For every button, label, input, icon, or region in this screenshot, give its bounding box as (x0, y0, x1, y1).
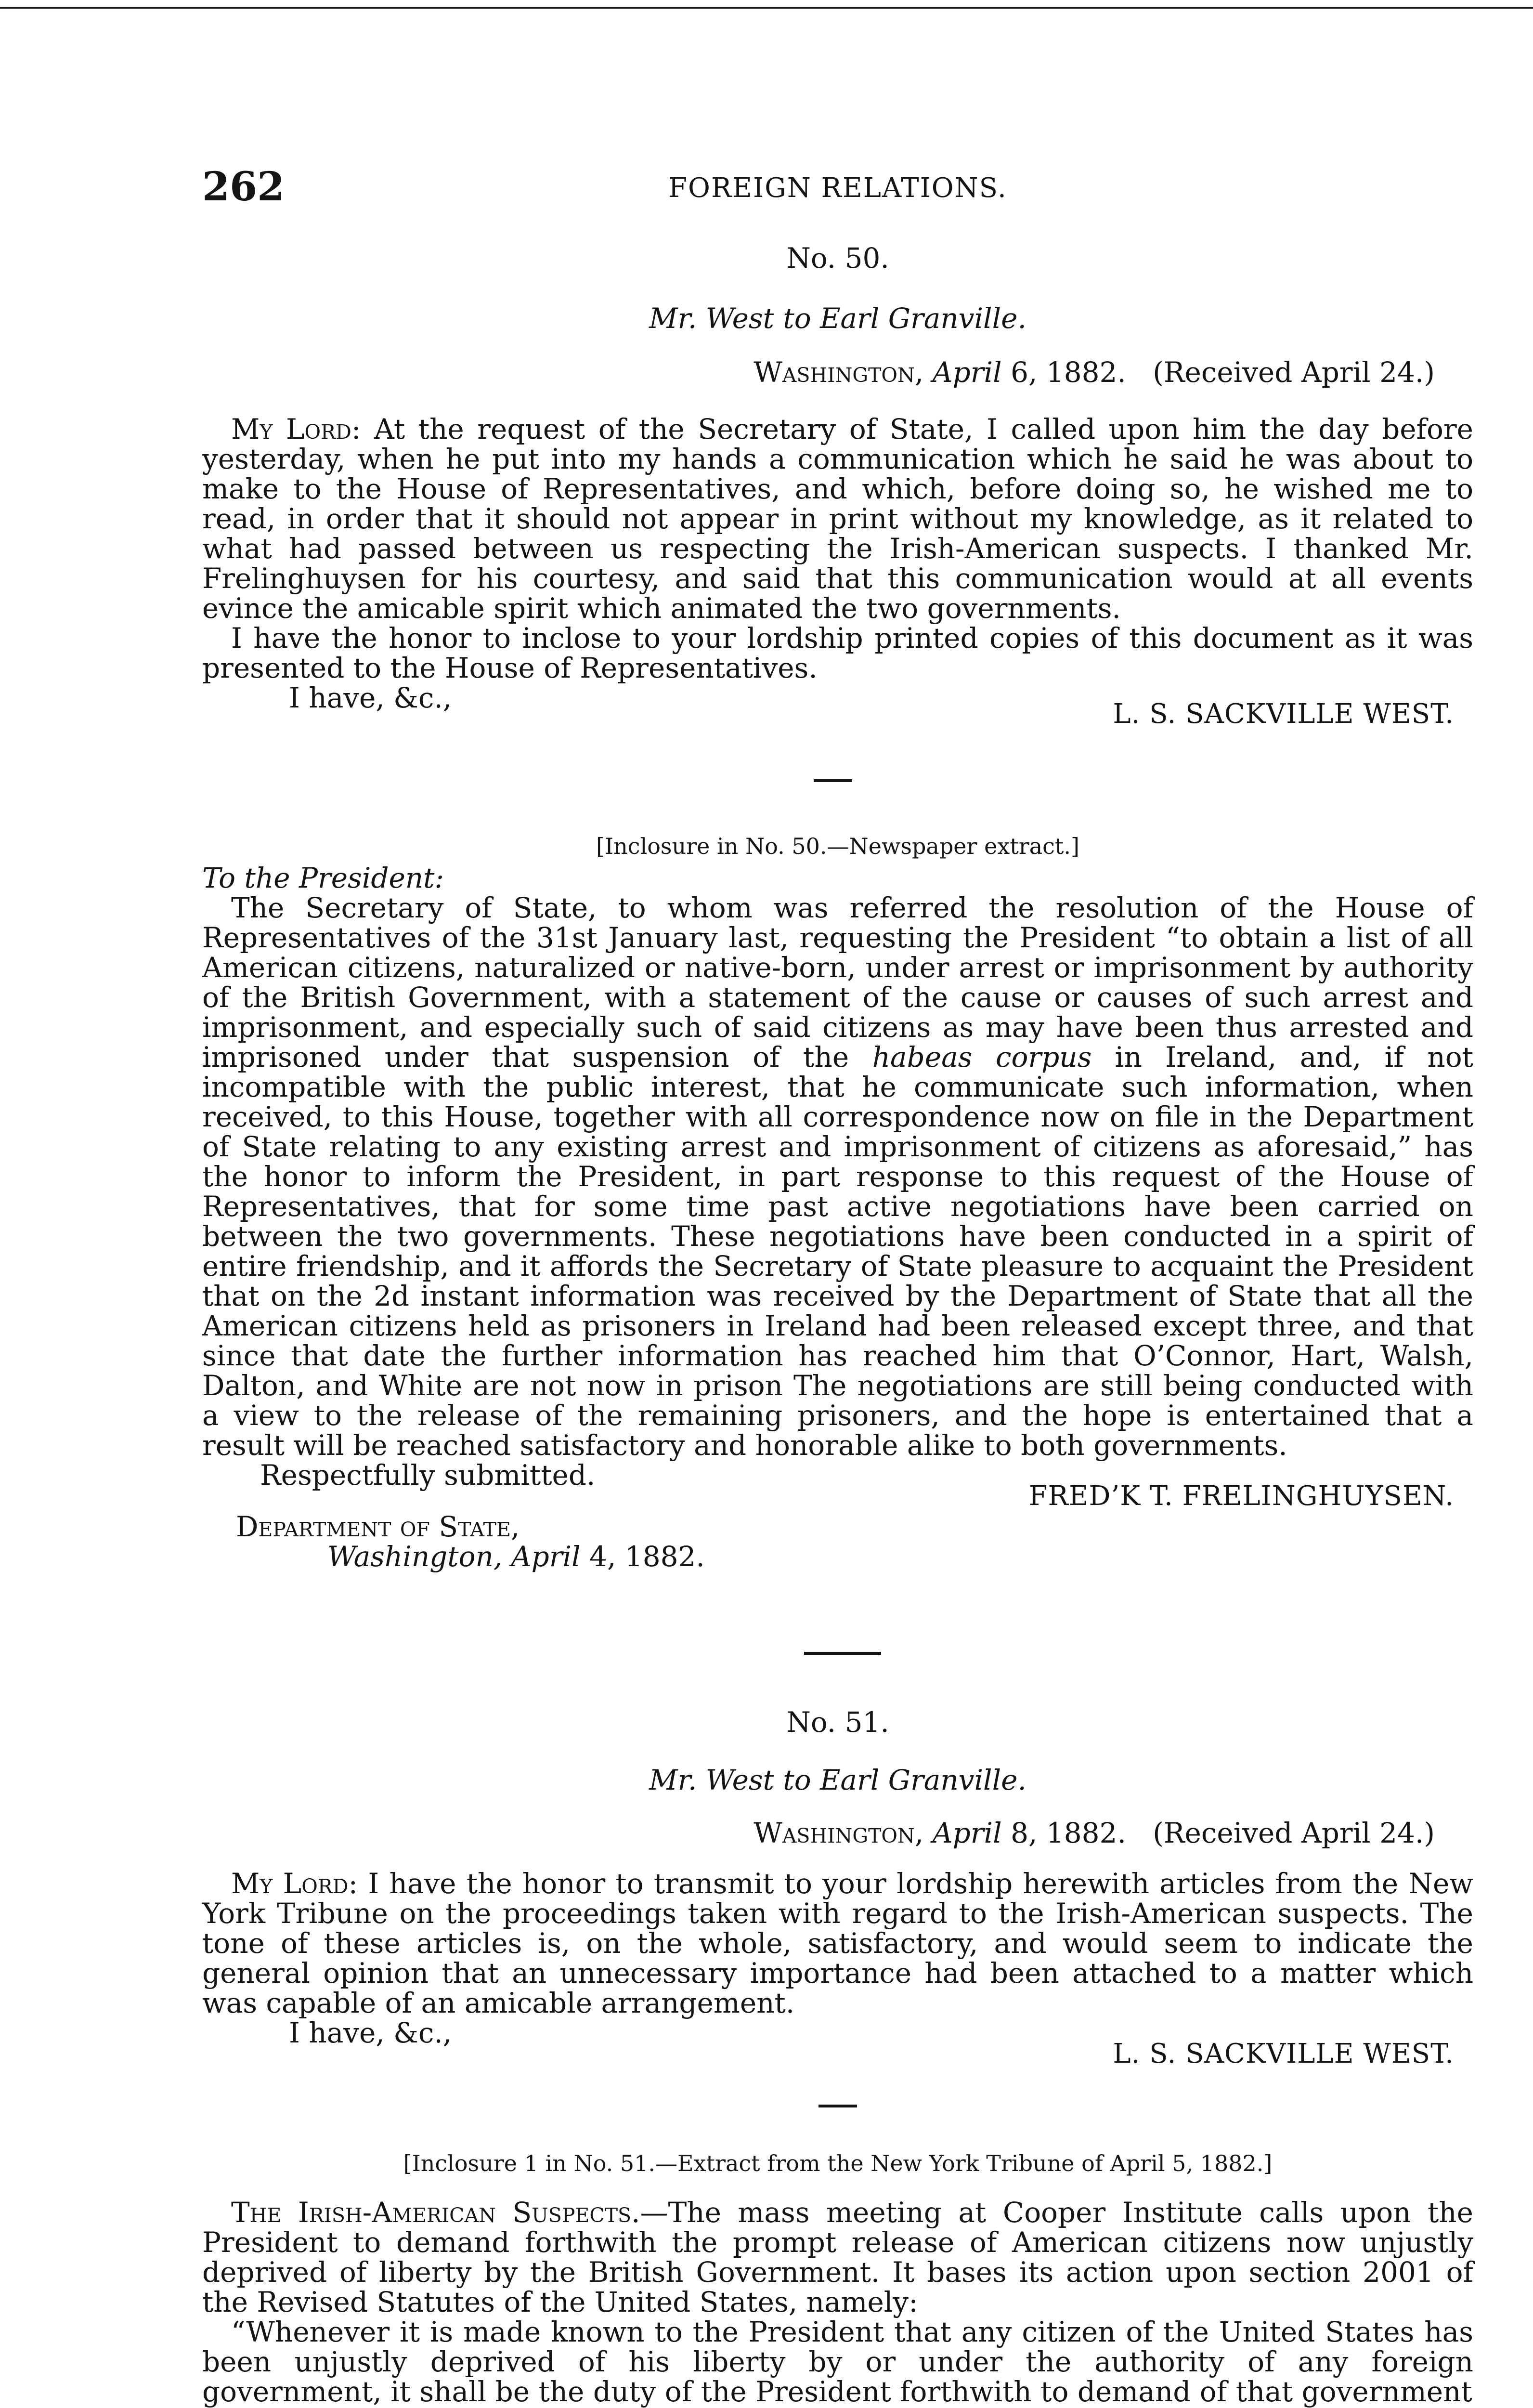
inclosure50-text-b: in Ireland, and, if not incompatible with the public interest, that he communicate such information, when received, to this House, together with all correspondence now on file in the Department of State relating to any existing arrest and imprisonment of citizens as aforesaid,” has the honor to inform the President, in part response to this request of the House of Representatives, that for some time past active negotiations have been carried on between the two governments. These negotiations have been conducted in a spirit of entire friendship, and it affords the Secretary of State pleasure to acquaint the President that on the 2d instant information was received by the Department of State that all the American citizens held as prisoners in Ireland had been released except three, and that since that date the further information has reached him that O’Connor, Hart, Walsh, Dalton, and White are not now in prison The negotiations are still being conducted with a view to the release of the remaining prisoners, and the hope is entertained that a result will be reached satisfactory and honorable alike to both governments. (202, 1041, 1473, 1462)
inclosure50-para (202, 893, 1473, 1460)
page-header (202, 164, 1473, 210)
separator-rule-3 (818, 2105, 857, 2107)
doc51-dateline-place: Washington, (754, 1817, 924, 1849)
separator-rule-2 (804, 1652, 881, 1655)
doc51-number (202, 1707, 1473, 1737)
running-title: FOREIGN RELATIONS. (668, 172, 1007, 204)
inclosure50-caption: [Inclosure in No. 50.—Newspaper extract.] (596, 833, 1079, 859)
doc51-salutation: My Lord: (231, 1867, 358, 1900)
doc51-para1 (202, 1869, 1473, 2018)
inclosure50 (202, 833, 1473, 1571)
doc51-heading (202, 1765, 1473, 1795)
inclosure51-lead: The Irish-American Suspects. (231, 2196, 640, 2229)
inclosure51-para1-text: —The mass meeting at Cooper Institute calls upon the President to demand forthwith the prompt release of American citizens now unjustly deprived of liberty by the British Government. It bases its action upon section 2001 of the Revised Statutes of the United States, namely: (202, 2196, 1473, 2318)
doc51-body (202, 1869, 1473, 2069)
inclosure51-quote: “Whenever it is made known to the President that any citizen of the United States has been unjustly deprived of his liberty by or under the authority of any foreign government, it shall be the duty of the President forthwith to demand of that government (202, 2316, 1473, 2408)
inclosure50-closing: Respectfully submitted. (260, 1459, 596, 1492)
inclosure50-signature: FRED’K T. FRELINGHUYSEN. (1028, 1480, 1454, 1512)
doc50-signature: L. S. SACKVILLE WEST. (1113, 698, 1454, 730)
doc50-number (202, 243, 1473, 273)
doc50-received: (Received April 24.) (1153, 356, 1435, 389)
inclosure51-para1 (202, 2198, 1473, 2317)
inclosure50-text-italic: habeas corpus (872, 1041, 1092, 1073)
doc50-para1-text: At the request of the Secretary of State, I called upon him the day before yesterday, when he put into my hands a communication which he said he was about to make to the House of Representatives, and which, before doing so, he wished me to read, in order that it should not appear in print without my knowledge, as it related to what had passed between us respecting the Irish-American suspects. I thanked Mr. Frelinghuysen for his courtesy, and said that this communication would at all events evince the amicable spirit which animated the two governments. (202, 413, 1473, 625)
doc50-closing: I have, &c., (289, 681, 452, 714)
doc50-dateline-rest: 6, 1882. (1011, 356, 1126, 389)
doc51-number-text: No. 51. (786, 1706, 889, 1739)
inclosure50-text-a: The Secretary of State, to whom was referred the resolution of the House of Representatives of the 31st January last, requesting the President “to obtain a list of all American citizens, naturalized or native-born, under arrest or imprisonment by authority of the British Government, with a statement of the cause or causes of such arrest and imprisonment, and especially such of said citizens as may have been thus arrested and imprisoned under that suspension of the (202, 891, 1473, 1073)
doc50-body (202, 414, 1473, 730)
doc51-dateline (202, 1818, 1473, 1848)
doc51-closing: I have, &c., (289, 2016, 452, 2049)
separator-rule (814, 779, 852, 782)
doc51-para1-text: I have the honor to transmit to your lordship herewith articles from the New York Tribune on the proceedings taken with regard to the Irish-American suspects. The tone of these articles is, on the whole, satisfactory, and would seem to indicate the general opinion that an unnecessary importance had been attached to a matter which was capable of an amicable arrangement. (202, 1867, 1474, 2019)
inclosure50-addressee: To the President: (202, 862, 444, 894)
page-number: 262 (202, 164, 285, 210)
doc50-para1 (202, 414, 1473, 623)
top-border-line (0, 7, 1533, 9)
doc50-para2: I have the honor to inclose to your lordship printed copies of this document as it was presented to the House of Representatives. (202, 622, 1473, 684)
inclosure50-date-rest: 4, 1882. (589, 1540, 705, 1573)
doc50-heading (202, 303, 1473, 333)
doc51-heading-text: Mr. West to Earl Granville. (649, 1764, 1026, 1796)
doc50-dateline-place: Washington, (754, 356, 924, 389)
doc50-dateline-month: April (932, 356, 1002, 389)
doc50-heading-text: Mr. West to Earl Granville. (649, 302, 1026, 335)
doc51-received: (Received April 24.) (1153, 1817, 1435, 1849)
inclosure50-dateline (202, 1542, 1473, 1571)
inclosure51-caption: [Inclosure 1 in No. 51.—Extract from the New York Tribune of April 5, 1882.] (403, 2150, 1273, 2176)
inclosure50-place: Washington, (327, 1540, 503, 1573)
doc50-number-text: No. 50. (786, 242, 889, 275)
doc51-dateline-rest: 8, 1882. (1011, 1817, 1126, 1849)
doc50-dateline (202, 357, 1473, 387)
doc51-dateline-month: April (932, 1817, 1002, 1849)
doc50-salutation: My Lord: (231, 413, 361, 445)
inclosure50-dept: Department of State, (236, 1510, 520, 1543)
inclosure51 (202, 2150, 1473, 2407)
inclosure50-month: April (511, 1540, 581, 1573)
doc51-signature: L. S. SACKVILLE WEST. (1113, 2038, 1454, 2069)
